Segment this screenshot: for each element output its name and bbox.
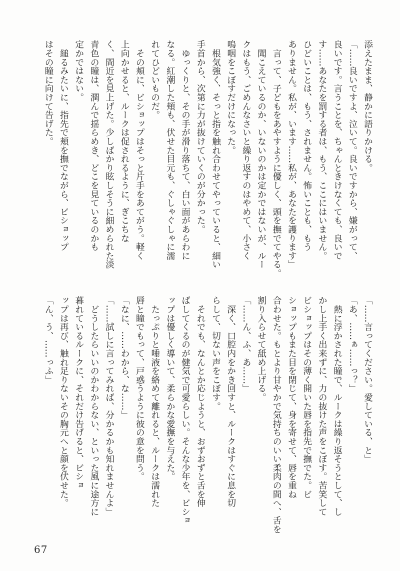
text-column: 定かではない。 — [73, 40, 84, 102]
text-column: 「ん、う、……っふ」 — [42, 296, 53, 384]
text-column: 良いです。言うことを、ちゃんときけなくても、良いで — [331, 40, 342, 260]
text-column: 手首から、次第に力が抜けていくのが分かった。 — [194, 40, 205, 234]
text-column: たっぷりと唾液を絡めて離れると、ルークは濡れた — [149, 296, 160, 508]
text-column: らして、切ない声をこぼす。 — [209, 296, 220, 411]
text-column: ショップもまた目を閉じて、身を寄せて、唇を重ね — [285, 296, 296, 499]
text-column: 青色の瞳は、潤んで揺らめき、どこを見ているのかも — [88, 40, 99, 252]
text-column: 「……試しに言ってみれば、分かるかも知れませんよ」 — [103, 296, 114, 516]
text-column: ップは再び、触れ足りないその胸元へと顔を伏せた。 — [57, 296, 68, 508]
text-column: 「……言ってください。愛している、と」 — [362, 296, 372, 464]
text-column: どうしたらいいのかわからない、といった風に途方に — [88, 296, 99, 516]
text-column: 「なに、……わから、な……」 — [118, 296, 129, 420]
text-column: なる。紅潮した頬も、伏せた目元も、ぐしゃぐしゃに濡 — [164, 40, 175, 260]
text-column: ばしてくるのが健気で可愛らしい。そんな少年を、ビショ — [179, 296, 190, 525]
text-column: 言って、子どもをあやすように優しく、頭を撫でてやる。 — [270, 40, 281, 278]
text-column: 根気強く、そっと指を触れ合わせてやっていると、細い — [209, 40, 220, 269]
lower-text-tier — [34, 296, 374, 538]
text-column: かし上手く出来ずに、力の抜けた声をこぼす。苦笑して — [316, 296, 327, 516]
text-column: ップは優しく導いて、柔らかな愛撫を与えた。 — [164, 296, 175, 481]
text-column: 割り入らせて舐め上げる。 — [255, 296, 266, 402]
text-column: それでも、なんとか応じようと、おずおずと舌を伸 — [194, 296, 205, 508]
text-column: 縋るみたいに、指先で頬を撫でながら、ビショップ — [57, 40, 68, 252]
text-column: 上向かせると、ルークは促されるように、ぎこちな — [118, 40, 129, 243]
page-number: 67 — [34, 545, 48, 556]
text-column: その頬に、ビショップはそっと片手をあてがう。軽く — [133, 40, 144, 260]
text-column: ビショップはその薄く開いた唇を指先で撫でた。ビ — [301, 296, 312, 499]
text-column: 「……ん、ふ、あ……」 — [240, 296, 251, 393]
text-column: 添えたまま、静かに語りかける。 — [362, 40, 372, 172]
text-column: ひどいことは、もう、されません。怖いことも、もう — [301, 40, 312, 252]
text-column: クはもう、ごめんなさいと繰り返すのはやめて、小さく — [240, 40, 251, 260]
upper-text-tier — [34, 40, 374, 282]
text-column: く、間近を見上げた。少しばかり眩しそうに細められた淡 — [103, 40, 114, 269]
text-column: 合わせた。もとより甘やかで気持ちのいい柔肉の間へ、舌を — [270, 296, 281, 534]
text-column: はその瞳に向けて告げた。 — [42, 40, 53, 146]
text-column: 唇と瞳でもって、戸惑うように彼の意を問う。 — [133, 296, 144, 481]
text-column: 嗚咽をこぼすだけになった。 — [225, 40, 236, 155]
text-column: 聞こえているのか、いないのかは定かではないが、ルー — [255, 40, 266, 269]
text-column: れてひどいものだ。 — [149, 40, 160, 120]
text-column: 暮れているルークに、それだけ告げると、ビショ — [73, 296, 84, 490]
text-column: ありません。私が、います……私が、あなたを護ります」 — [285, 40, 296, 269]
text-column: 「……良いですよ、泣いて。良いですから、嫌がって、 — [346, 40, 357, 260]
text-column: 「あ、……ぁ……っ？」 — [346, 296, 357, 393]
text-column: 深く、口腔内をかき回すと、ルークはすぐに息を切 — [225, 296, 236, 508]
text-column: 熱に浮かされた瞳で、ルークは繰り返そうとして、し — [331, 296, 342, 516]
text-column: す……あなたを罰する者は、もう、ここにはいません。 — [316, 40, 327, 260]
text-column: ゆっくりと、その手が滑り落ちて、白い面があらわに — [179, 40, 190, 260]
